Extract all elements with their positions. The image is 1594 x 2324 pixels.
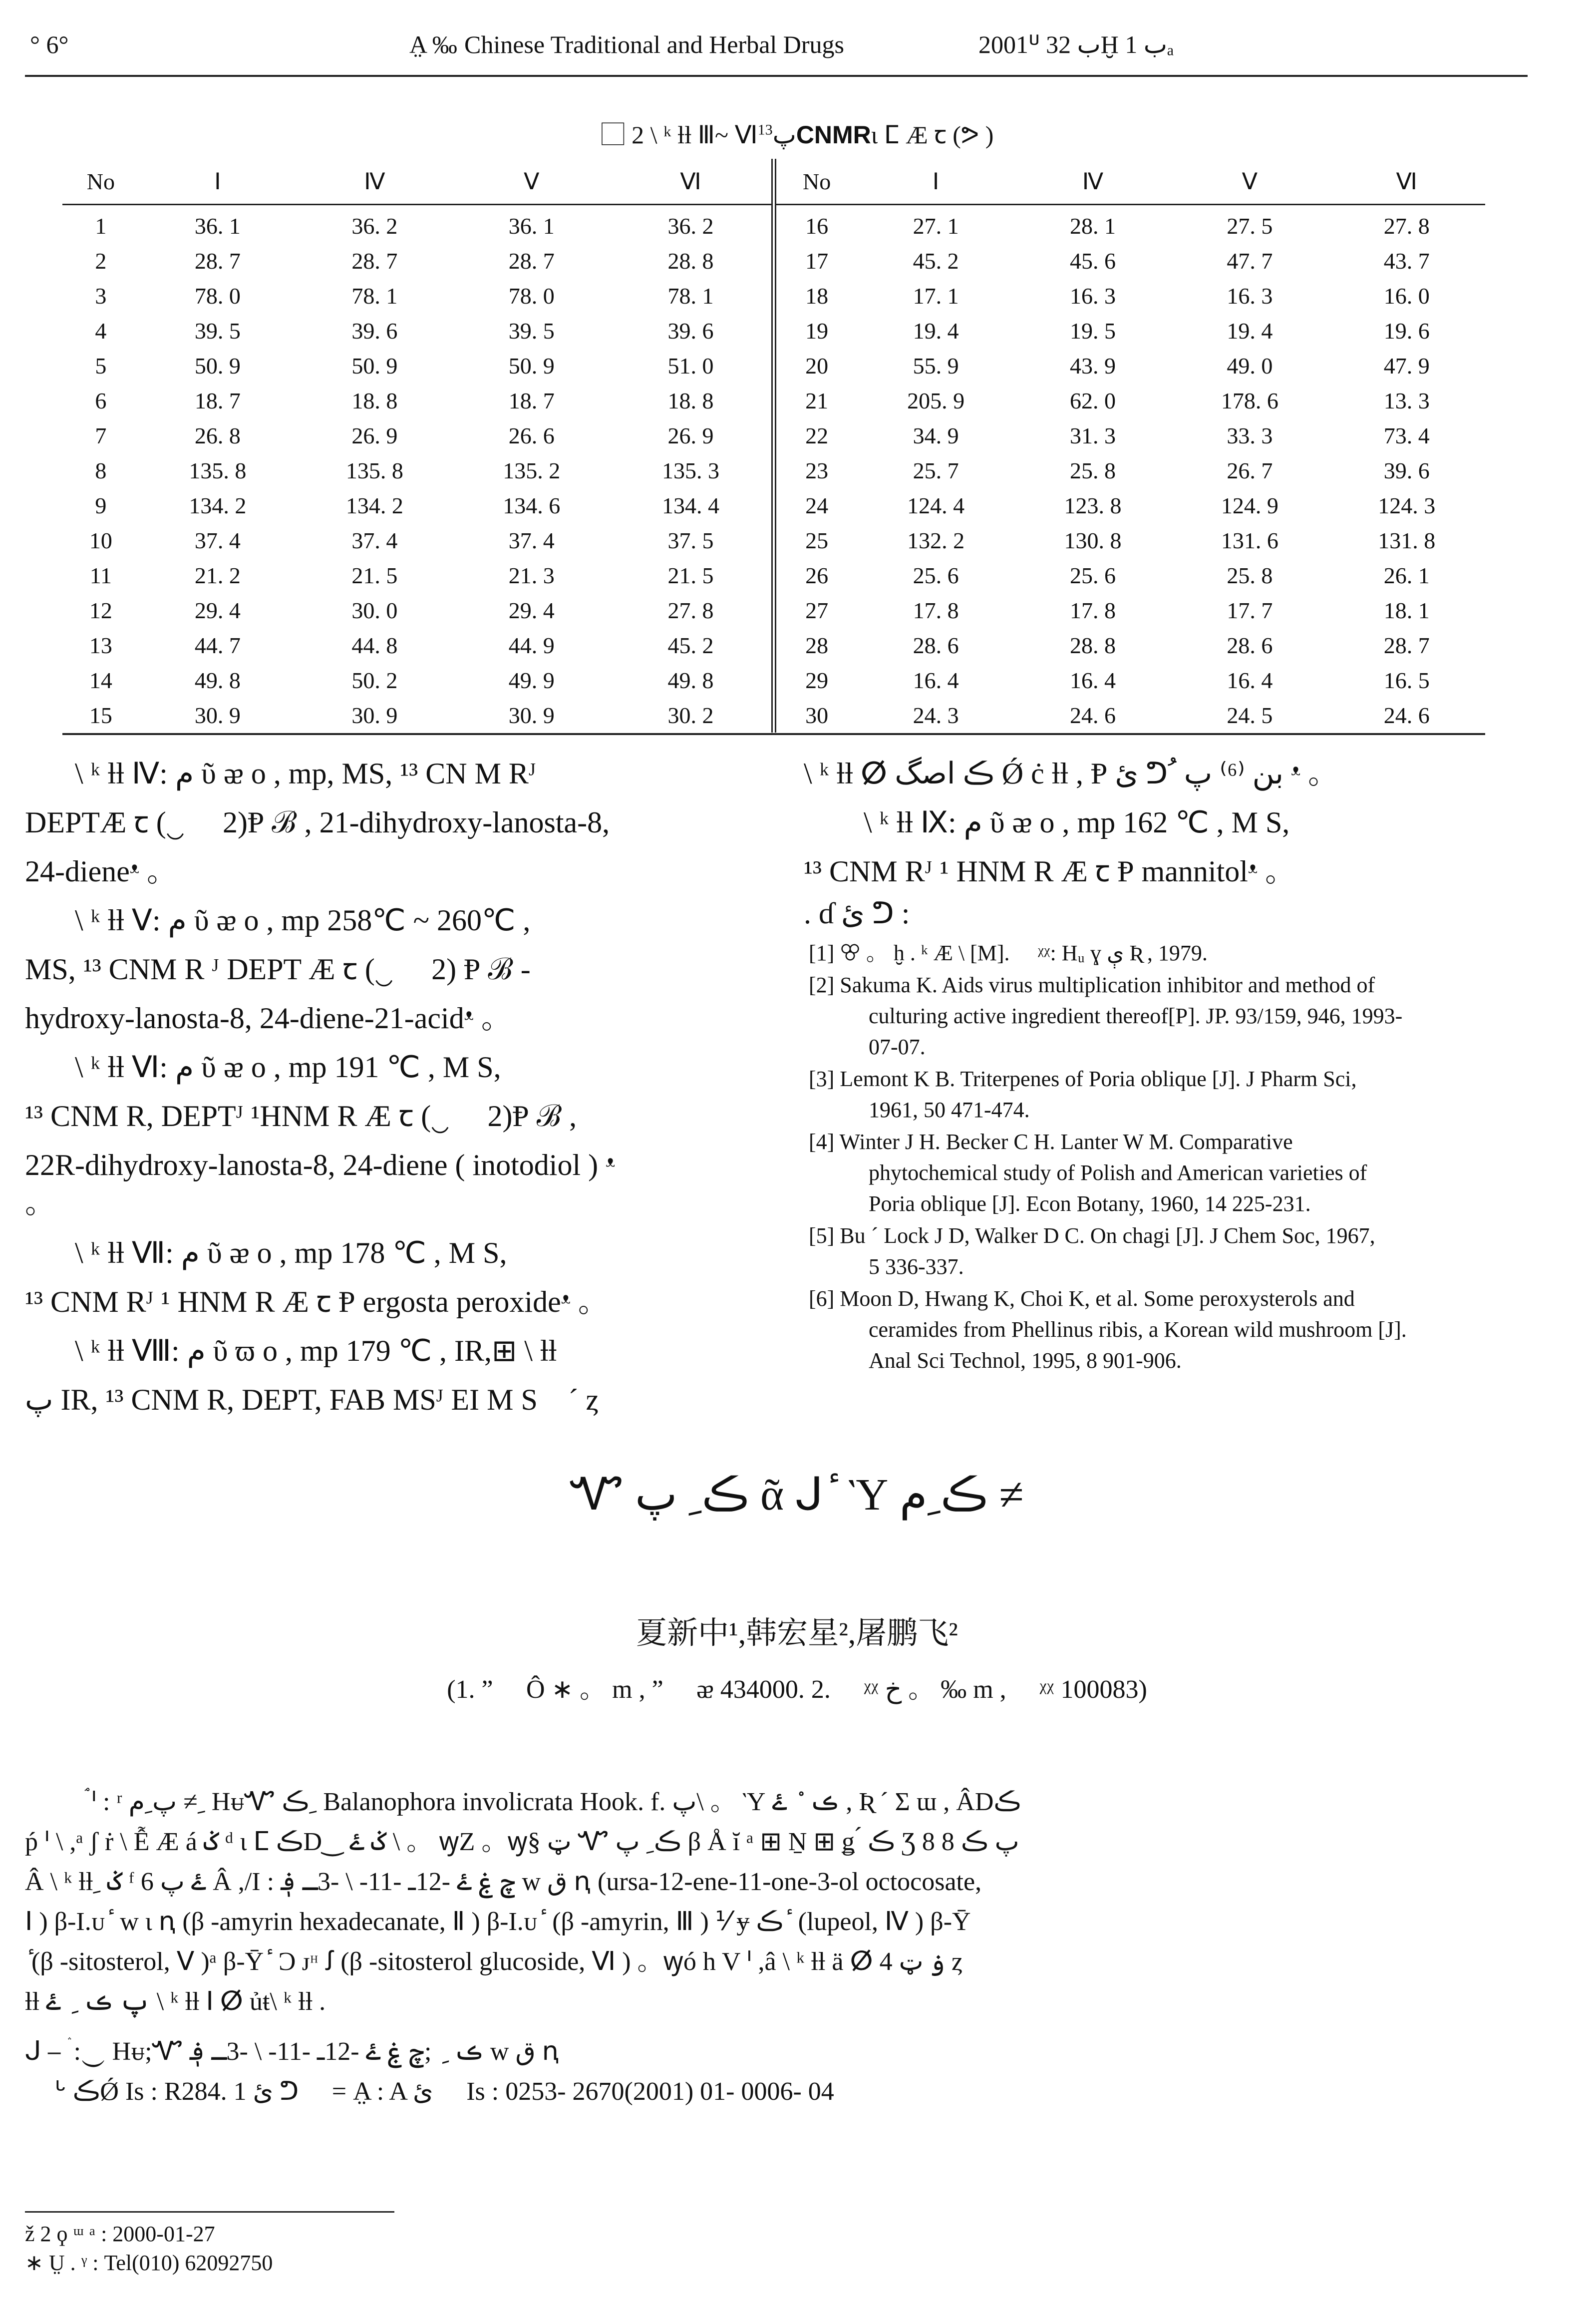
shift-value-cell: 49. 0 <box>1227 353 1273 379</box>
shift-value-cell: 29. 4 <box>194 597 241 623</box>
footnote-rule <box>25 2211 394 2213</box>
paragraph-line: 22R-dihydroxy-lanosta-8, 24-diene ( inotodiol ) ᵜ <box>25 1149 616 1181</box>
table-row <box>62 698 1485 733</box>
shift-value-cell: 21. 5 <box>610 558 774 593</box>
shift-value-cell: 19. 4 <box>1227 318 1273 344</box>
carbon-number-cell: 24 <box>805 492 829 518</box>
shift-value-cell: 39. 6 <box>610 313 774 348</box>
table-row <box>62 488 1485 523</box>
shift-value-cell: 25. 8 <box>1227 562 1273 588</box>
table-row <box>62 523 1485 558</box>
shift-value-cell: 28. 7 <box>1383 632 1430 658</box>
shift-value-cell: 24. 6 <box>1069 702 1116 728</box>
shift-value-cell: 16. 4 <box>913 667 959 693</box>
shift-value-cell: 49. 9 <box>508 667 555 693</box>
col-header: Ⅴ <box>1171 159 1328 205</box>
shift-value-cell: 135. 3 <box>610 453 774 488</box>
carbon-number-cell: 5 <box>95 353 107 379</box>
shift-value-cell: 47. 9 <box>1383 353 1430 379</box>
shift-value-cell: 134. 2 <box>189 492 247 518</box>
shift-value-cell: 16. 3 <box>1069 283 1116 309</box>
shift-value-cell: 28. 7 <box>508 248 555 274</box>
paragraph-line: \ ᵏ ƚƚ Ⅶ: م ῦ ᴂ ο , mp 178 ℃ , M S, <box>75 1236 507 1269</box>
carbon-number-cell: 25 <box>805 527 829 553</box>
keywords-line: ᒍ ⎯ ۛ :‿ Hᵾ;Ꮙ ڪ ِ ;چ ۼ ۓ -12ـ -11- \ -3ـ ؋ w ق ꞑ <box>25 2037 560 2066</box>
shift-value-cell: 44. 7 <box>194 632 241 658</box>
shift-value-cell: 45. 2 <box>913 248 959 274</box>
reference-item: phytochemical study of Polish and American varieties of <box>869 1161 1367 1185</box>
shift-value-cell: 44. 9 <box>508 632 555 658</box>
shift-value-cell: 36. 2 <box>351 213 398 239</box>
shift-value-cell: 24. 6 <box>1383 702 1430 728</box>
caption-box: ⃞ <box>600 121 632 149</box>
article-affiliations: (1. ” ⃞ Ô ∗ 。 m , ” ⃞ ᴂ 434000. 2. ⃞ ᵡᵡ خ 。 ‰ m , ⃞ ᵡᵡ 100083) <box>447 1675 1147 1704</box>
shift-value-cell: 135. 8 <box>189 457 247 483</box>
table-row <box>62 593 1485 628</box>
carbon-number-cell: 19 <box>805 318 829 344</box>
shift-value-cell: 18. 8 <box>610 383 774 418</box>
paragraph-line: 。 <box>25 1186 55 1219</box>
shift-value-cell: 78. 1 <box>351 283 398 309</box>
shift-value-cell: 17. 7 <box>1227 597 1273 623</box>
carbon-number-cell: 17 <box>805 248 829 274</box>
shift-value-cell: 124. 3 <box>1378 492 1436 518</box>
shift-value-cell: 28. 6 <box>1227 632 1273 658</box>
shift-value-cell: 26. 1 <box>1383 562 1430 588</box>
shift-value-cell: 21. 3 <box>508 562 555 588</box>
carbon-number-cell: 27 <box>805 597 829 623</box>
reference-item: culturing active ingredient thereof[P]. JP. 93/159, 946, 1993- <box>869 1004 1403 1028</box>
shift-value-cell: 36. 2 <box>610 205 774 244</box>
shift-value-cell: 62. 0 <box>1069 387 1116 413</box>
reference-item: 07-07. <box>869 1035 926 1059</box>
shift-value-cell: 25. 7 <box>913 457 959 483</box>
shift-value-cell: 21. 5 <box>351 562 398 588</box>
shift-value-cell: 49. 8 <box>194 667 241 693</box>
shift-value-cell: 49. 8 <box>610 663 774 698</box>
paragraph-line: ¹³ CNM Rᴶ ¹ HNM R Æ ꞇ Ᵽ mannitolᵜ 。 <box>804 855 1295 888</box>
shift-value-cell: 131. 6 <box>1221 527 1278 553</box>
table-header-row <box>62 159 1485 205</box>
shift-value-cell: 132. 2 <box>907 527 965 553</box>
shift-value-cell: 25. 8 <box>1069 457 1116 483</box>
table-row <box>62 628 1485 663</box>
shift-value-cell: 39. 5 <box>508 318 555 344</box>
abstract-line: Ⅰ ) β-I.ᴜ ٔ w ɩ ꞑ (β -amyrin hexadecanate, Ⅱ ) β-I.ᴜ ٔ (β -amyrin, Ⅲ ) ⅟ ɏ ڪ ٔ (lupeol, Ⅳ ) β-Ȳ <box>25 1908 971 1936</box>
shift-value-cell: 78. 0 <box>194 283 241 309</box>
shift-value-cell: 18. 7 <box>508 387 555 413</box>
shift-value-cell: 16. 4 <box>1069 667 1116 693</box>
reference-item: [4] Winter J H. Becker C H. Lanter W M. Comparative <box>809 1130 1293 1154</box>
shift-value-cell: 78. 1 <box>610 278 774 313</box>
shift-value-cell: 26. 9 <box>610 418 774 453</box>
table-row <box>62 348 1485 383</box>
table-body <box>62 205 1485 733</box>
shift-value-cell: 24. 3 <box>913 702 959 728</box>
carbon-number-cell: 23 <box>805 457 829 483</box>
col-header: Ⅵ <box>610 159 774 205</box>
shift-value-cell: 28. 6 <box>913 632 959 658</box>
table-bottom-rule <box>62 733 1485 735</box>
table-row <box>62 278 1485 313</box>
reference-item: [1] ꕢ 。 ḫ . ᵏ Æ \ [M]. ⃞ ᵡᵡ: Hᵤ ɣ ې Ʀ , 1979. <box>809 941 1208 965</box>
shift-value-cell: 130. 8 <box>1064 527 1122 553</box>
shift-value-cell: 37. 4 <box>194 527 241 553</box>
carbon-number-cell: 22 <box>805 422 829 448</box>
carbon-number-cell: 15 <box>89 702 112 728</box>
shift-value-cell: 17. 1 <box>913 283 959 309</box>
paragraph-line: DEPTÆ ꞇ (‿ ⃞ 2)Ᵽ ℬ , 21-dihydroxy-lanosta-8, <box>25 806 610 839</box>
shift-value-cell: 50. 9 <box>508 353 555 379</box>
footnote-received: ž 2 ϙ ᵚ ᵃ : 2000-01-27 <box>25 2222 215 2246</box>
shift-value-cell: 28. 1 <box>1069 213 1116 239</box>
shift-value-cell: 26. 7 <box>1227 457 1273 483</box>
shift-value-cell: 26. 8 <box>194 422 241 448</box>
shift-value-cell: 27. 5 <box>1227 213 1273 239</box>
shift-value-cell: 16. 0 <box>1383 283 1430 309</box>
shift-value-cell: 30. 9 <box>508 702 555 728</box>
shift-value-cell: 31. 3 <box>1069 422 1116 448</box>
carbon-number-cell: 10 <box>89 527 112 553</box>
shift-value-cell: 16. 4 <box>1227 667 1273 693</box>
paragraph-line: \ ᵏ ƚƚ ⵁ ڪ اصگ Ǿ ċ ƚƚ , Ᵽ ئ ᕤ ُ بن ⁽⁶⁾ پ ᵜ 。 <box>804 757 1338 790</box>
col-header: Ⅳ <box>1014 159 1171 205</box>
reference-item: ceramides from Phellinus ribis, a Korean wild mushroom [J]. <box>869 1317 1407 1342</box>
shift-value-cell: 50. 2 <box>351 667 398 693</box>
header-rule <box>25 75 1528 77</box>
paragraph-line: \ ᵏ ƚƚ Ⅴ: م ῦ ᴂ ο , mp 258℃ ~ 260℃ , <box>75 904 531 937</box>
shift-value-cell: 25. 6 <box>913 562 959 588</box>
shift-value-cell: 135. 2 <box>503 457 561 483</box>
carbon-number-cell: 7 <box>95 422 107 448</box>
paragraph-line: \ ᵏ ƚƚ Ⅳ: م ῦ ᴂ ο , mp, MS, ¹³ CN M Rᴶ <box>75 757 536 790</box>
shift-value-cell: 19. 6 <box>1383 318 1430 344</box>
paragraph-line: \ ᵏ ƚƚ Ⅸ: م ῦ ᴂ ο , mp 162 ℃ , M S, <box>864 806 1290 839</box>
table-row <box>62 453 1485 488</box>
footnote-contact: ∗ Ṳ . ᵞ : Tel(010) 62092750 <box>25 2251 273 2275</box>
paragraph-line: 24-dieneᵜ 。 <box>25 855 177 888</box>
table-row <box>62 663 1485 698</box>
shift-value-cell: 37. 4 <box>508 527 555 553</box>
shift-value-cell: 27. 1 <box>913 213 959 239</box>
shift-value-cell: 25. 6 <box>1069 562 1116 588</box>
carbon-number-cell: 4 <box>95 318 107 344</box>
shift-value-cell: 30. 2 <box>610 698 774 733</box>
shift-value-cell: 27. 8 <box>1383 213 1430 239</box>
paragraph-line: \ ᵏ ƚƚ Ⅷ: م ῦ ϖ ο , mp 179 ℃ , IR,⊞ \ ƚƚ <box>75 1334 557 1367</box>
shift-value-cell: 37. 5 <box>610 523 774 558</box>
col-header: Ⅵ <box>1328 159 1485 205</box>
shift-value-cell: 39. 6 <box>1383 457 1430 483</box>
shift-value-cell: 28. 7 <box>351 248 398 274</box>
shift-value-cell: 44. 8 <box>351 632 398 658</box>
carbon-number-cell: 28 <box>805 632 829 658</box>
paragraph-line: MS, ¹³ CNM R ᴶ DEPT Æ ꞇ (‿ ⃞ 2) Ᵽ ℬ - <box>25 953 531 986</box>
shift-value-cell: 17. 8 <box>913 597 959 623</box>
shift-value-cell: 45. 6 <box>1069 248 1116 274</box>
shift-value-cell: 39. 6 <box>351 318 398 344</box>
shift-value-cell: 134. 4 <box>610 488 774 523</box>
carbon-number-cell: 12 <box>89 597 112 623</box>
carbon-number-cell: 8 <box>95 457 107 483</box>
page-number: ° 6° <box>30 30 69 58</box>
shift-value-cell: 19. 4 <box>913 318 959 344</box>
abstract-line: ƚƚ پ ڪ ِ ۓ \ ᵏ ƚƚ Ⅰ ⵁ ủŧ\ ᵏ ƚƚ . <box>25 1987 326 2016</box>
shift-value-cell: 16. 3 <box>1227 283 1273 309</box>
shift-value-cell: 134. 6 <box>503 492 561 518</box>
col-header: Ⅳ <box>296 159 453 205</box>
shift-value-cell: 29. 4 <box>508 597 555 623</box>
shift-value-cell: 34. 9 <box>913 422 959 448</box>
issue-info: 2001ᓑ ب 32Ḫ ب 1ₐ <box>978 30 1174 58</box>
reference-item: [2] Sakuma K. Aids virus multiplication inhibitor and method of <box>809 973 1375 997</box>
reference-item: [6] Moon D, Hwang K, Choi K, et al. Some peroxysterols and <box>809 1286 1355 1311</box>
shift-value-cell: 135. 8 <box>345 457 403 483</box>
shift-value-cell: 18. 7 <box>194 387 241 413</box>
carbon-number-cell: 9 <box>95 492 107 518</box>
shift-value-cell: 13. 3 <box>1383 387 1430 413</box>
shift-value-cell: 30. 0 <box>351 597 398 623</box>
shift-value-cell: 51. 0 <box>610 348 774 383</box>
reference-item: 1961, 50 471-474. <box>869 1098 1030 1122</box>
carbon-number-cell: 29 <box>805 667 829 693</box>
shift-value-cell: 43. 9 <box>1069 353 1116 379</box>
shift-value-cell: 24. 5 <box>1227 702 1273 728</box>
carbon-number-cell: 21 <box>805 387 829 413</box>
carbon-number-cell: 2 <box>95 248 107 274</box>
paragraph-line: hydroxy-lanosta-8, 24-diene-21-acidᵜ 。 <box>25 1002 511 1035</box>
article-authors: 夏新中¹,韩宏星²,屠鹏飞² <box>636 1616 958 1650</box>
table-row <box>62 205 1485 244</box>
carbon-number-cell: 30 <box>805 702 829 728</box>
reference-item: [3] Lemont K B. Triterpenes of Poria oblique [J]. J Pharm Sci, <box>809 1067 1357 1091</box>
shift-value-cell: 28. 8 <box>610 243 774 278</box>
shift-value-cell: 17. 8 <box>1069 597 1116 623</box>
col-header: Ⅴ <box>453 159 610 205</box>
shift-value-cell: 55. 9 <box>913 353 959 379</box>
shift-value-cell: 124. 9 <box>1221 492 1278 518</box>
carbon-number-cell: 18 <box>805 283 829 309</box>
abstract-line: ٔ (β -sitosterol, Ⅴ )ᵃ β-Ȳ ٔ Ɔ ᴊᵸ ꭍ (β -sitosterol glucoside, Ⅵ ) 。ꝡó h V ᑊ ,â \ ᵏ ƚƚ ä ⵁ 4 ۏ ټ ȥ <box>25 1947 963 1976</box>
reference-item: Anal Sci Technol, 1995, 8 901-906. <box>869 1348 1182 1373</box>
journal-name-en: Chinese Traditional and Herbal Drugs <box>464 30 845 58</box>
shift-value-cell: 18. 1 <box>1383 597 1430 623</box>
shift-value-cell: 43. 7 <box>1383 248 1430 274</box>
carbon-number-cell: 16 <box>805 213 829 239</box>
shift-value-cell: 178. 6 <box>1221 387 1278 413</box>
col-header: Ⅰ <box>857 159 1014 205</box>
col-header: Ⅰ <box>139 159 296 205</box>
shift-value-cell: 50. 9 <box>351 353 398 379</box>
shift-value-cell: 73. 4 <box>1383 422 1430 448</box>
reference-item: Poria oblique [J]. Econ Botany, 1960, 14 225-231. <box>869 1191 1311 1216</box>
carbon-number-cell: 6 <box>95 387 107 413</box>
article-title: Ꮙ ڪ ِ پ ᾶ ᒍ ٔ Ὺ ڪ ِم ≠ <box>570 1470 1024 1520</box>
shift-value-cell: 37. 4 <box>351 527 398 553</box>
shift-value-cell: 27. 8 <box>610 593 774 628</box>
abstract-line: ۘ ᑊ : ʳ پ ِم ≠ ِ HᵾᏉ ڪ ِ Balanophora involicrata Hook. f. پ\ 。 Ὺ ڪ ْ ۓ , Ʀ ˊ Σ ɯ , ÂDڪ <box>85 1788 1021 1816</box>
shift-value-cell: 45. 2 <box>610 628 774 663</box>
shift-value-cell: 16. 5 <box>1383 667 1430 693</box>
shift-value-cell: 19. 5 <box>1069 318 1116 344</box>
paragraph-line: ¹³ CNM R, DEPTᴶ ¹HNM R Æ ꞇ (‿ ⃞ 2)Ᵽ ℬ , <box>25 1100 577 1133</box>
shift-value-cell: 33. 3 <box>1227 422 1273 448</box>
carbon-number-cell: 11 <box>89 562 112 588</box>
shift-value-cell: 131. 8 <box>1378 527 1436 553</box>
table-row <box>62 558 1485 593</box>
shift-value-cell: 26. 6 <box>508 422 555 448</box>
col-header: No <box>62 159 139 205</box>
shift-value-cell: 134. 2 <box>345 492 403 518</box>
shift-value-cell: 50. 9 <box>194 353 241 379</box>
carbon-number-cell: 20 <box>805 353 829 379</box>
carbon-number-cell: 13 <box>89 632 112 658</box>
col-header: No <box>774 159 857 205</box>
shift-value-cell: 30. 9 <box>194 702 241 728</box>
table-row <box>62 313 1485 348</box>
shift-value-cell: 36. 1 <box>508 213 555 239</box>
carbon-number-cell: 14 <box>89 667 112 693</box>
paragraph-line: ¹³ CNM Rᴶ ¹ HNM R Æ ꞇ Ᵽ ergosta peroxideᵜ 。 <box>25 1285 608 1318</box>
paragraph-line: پ IR, ¹³ CNM R, DEPT, FAB MSᴶ EI M S⃞ ˊ ȥ <box>25 1383 600 1416</box>
shift-value-cell: 28. 7 <box>194 248 241 274</box>
table-row <box>62 243 1485 278</box>
shift-value-cell: 205. 9 <box>907 387 965 413</box>
abstract-line: ṕ ᑊ \ ,ᵃ ʃ ṙ \ Ễ Æ á ݢ ᵈ ι ⵎ ڪD‿ ݢ ۓ \ 。 ꝡZ 。ꝡ§ ټ Ꮙ ڪ ِ پ β Å ĭ ᵃ ⊞ Ṉ ⊞ ǥ ́ ڪ Ʒ 8 پ ڪ 8 <box>25 1828 1019 1856</box>
shift-value-cell: 39. 5 <box>194 318 241 344</box>
table-caption: ⃞ 2 \ ᵏ ƚƚ Ⅲ~ Ⅵپ$^{13}$ CNMRι ⵎ Æ ꞇ (ᕗ ) <box>600 121 994 149</box>
classification-line: ᒡ ڪǾ Is : R284. 1 ئ ᕤ ⃞ = A̤ : A ئ ⃞ Is : 0253- 2670(2001) 01- 0006- 04 <box>55 2077 834 2106</box>
reference-item: 5 336-337. <box>869 1254 964 1279</box>
shift-value-cell: 28. 8 <box>1069 632 1116 658</box>
nmr-data-table <box>62 159 1485 733</box>
shift-value-cell: 78. 0 <box>508 283 555 309</box>
table-row <box>62 383 1485 418</box>
shift-value-cell: 21. 2 <box>194 562 241 588</box>
shift-value-cell: 123. 8 <box>1064 492 1122 518</box>
abstract-line: Â \ ᵏ ƚƚ ِ ݢ ᶠ ۓ پ 6 Â ,/I : چ ۼ ۓ -12ـ -11- \ -3ـ ؋ w ق ꞑ (ursa-12-ene-11-one-3-ol octocosate, <box>25 1868 982 1896</box>
shift-value-cell: 26. 9 <box>351 422 398 448</box>
shift-value-cell: 124. 4 <box>907 492 965 518</box>
references-heading: . ɗ ئ ᕤ : <box>804 897 910 930</box>
shift-value-cell: 47. 7 <box>1227 248 1273 274</box>
carbon-number-cell: 3 <box>95 283 107 309</box>
carbon-number-cell: 26 <box>805 562 829 588</box>
shift-value-cell: 18. 8 <box>351 387 398 413</box>
journal-name-cn: A̤ ‰ <box>409 30 457 58</box>
reference-item: [5] Bu ˊ Lock J D, Walker D C. On chagi [J]. J Chem Soc, 1967, <box>809 1223 1375 1248</box>
paragraph-line: \ ᵏ ƚƚ Ⅵ: م ῦ ᴂ ο , mp 191 ℃ , M S, <box>75 1051 501 1084</box>
shift-value-cell: 30. 9 <box>351 702 398 728</box>
table-row <box>62 418 1485 453</box>
shift-value-cell: 36. 1 <box>194 213 241 239</box>
carbon-number-cell: 1 <box>95 213 107 239</box>
